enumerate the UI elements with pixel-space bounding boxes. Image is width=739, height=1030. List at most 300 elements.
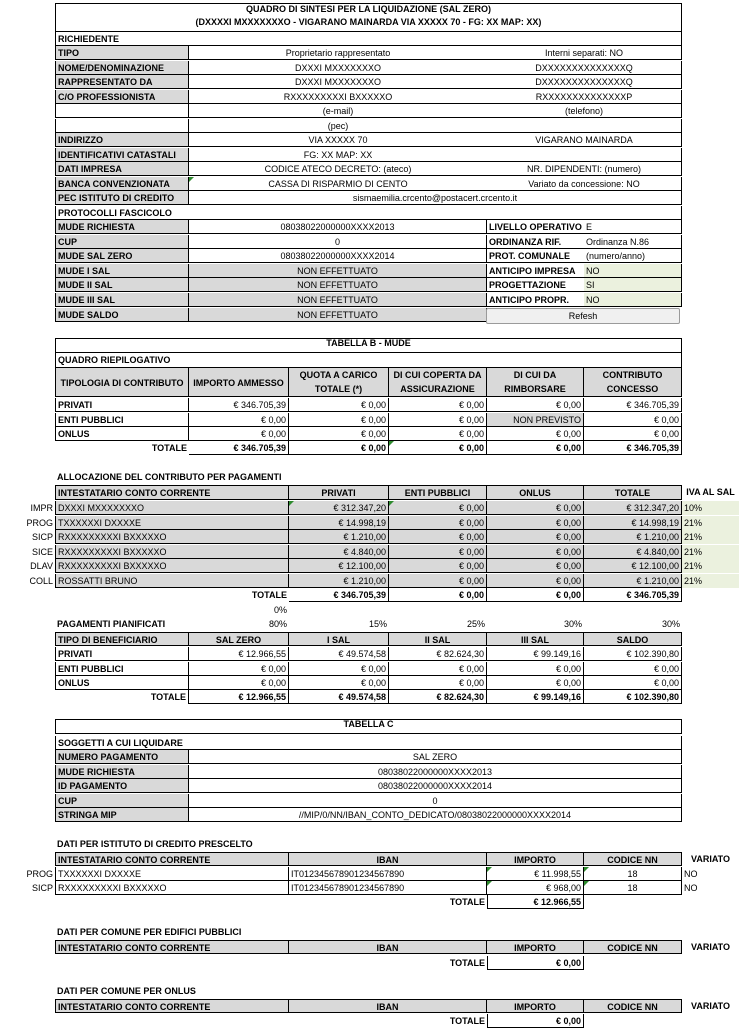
comment-marker-icon: [289, 501, 294, 506]
comune_onlus-total-row: [0, 1014, 739, 1028]
pagamenti-value[interactable]: € 0,00: [584, 662, 682, 676]
pagamenti-total-value: € 102.390,80: [584, 690, 682, 704]
beneficiary-name[interactable]: RXXXXXXXXXI BXXXXXO: [55, 545, 189, 559]
istituto-header: VARIATO: [690, 854, 730, 864]
allocazione-value[interactable]: € 1.210,00: [584, 574, 682, 588]
soggetti-value[interactable]: 08038022000000XXXX2014: [189, 779, 682, 793]
riepilogo-value[interactable]: € 0,00: [584, 427, 682, 441]
blank-cell: [189, 574, 289, 588]
beneficiary-code: PROG: [26, 869, 53, 879]
soggetti-section: [0, 736, 739, 750]
allocazione-total-row: [0, 588, 739, 602]
importo-value[interactable]: [487, 867, 584, 881]
pagamenti-value[interactable]: € 0,00: [189, 662, 289, 676]
beneficiary-code: IMPR: [30, 503, 53, 513]
beneficiary-code: DLAV: [30, 561, 53, 571]
field-label: IDENTIFICATIVI CATASTALI: [55, 148, 189, 162]
field-value[interactable]: (pec): [189, 119, 487, 133]
beneficiary-code: COLL: [29, 575, 53, 586]
riepilogo-section: [0, 353, 739, 367]
field-label: [55, 104, 189, 118]
allocazione-value[interactable]: € 0,00: [487, 516, 584, 530]
beneficiary-name[interactable]: RXXXXXXXXXI BXXXXXO: [55, 559, 189, 573]
allocazione-row: [0, 545, 739, 559]
allocazione-value[interactable]: € 4.840,00: [584, 545, 682, 559]
protocol-right-label: LIVELLO OPERATIVO: [487, 220, 584, 234]
field-value[interactable]: (e-mail): [189, 104, 487, 118]
soggetti-row: [0, 765, 739, 779]
riepilogo-value[interactable]: € 0,00: [487, 398, 584, 412]
variato-value[interactable]: NO: [684, 883, 698, 893]
allocazione-value[interactable]: € 0,00: [487, 501, 584, 515]
pagamenti-type: ONLUS: [55, 676, 189, 690]
allocazione-value[interactable]: € 0,00: [389, 516, 487, 530]
percent-value: 0%: [273, 605, 287, 615]
riepilogo-value[interactable]: € 346.705,39: [189, 398, 289, 412]
richiedente-heading: RICHIEDENTE: [55, 32, 682, 46]
allocazione-total-value: € 346.705,39: [584, 588, 682, 602]
riepilogo-row: [0, 427, 739, 441]
field-value[interactable]: DXXXI MXXXXXXXO: [189, 61, 487, 75]
pagamenti-value[interactable]: € 0,00: [189, 676, 289, 690]
pec-label: PEC ISTITUTO DI CREDITO: [55, 191, 189, 205]
riepilogo-value[interactable]: NON PREVISTO: [487, 413, 584, 427]
pagamenti-total-label: TOTALE: [55, 690, 189, 704]
protocol-right-label: ORDINANZA RIF.: [487, 235, 584, 249]
field-value[interactable]: RXXXXXXXXXI BXXXXXO: [189, 90, 487, 104]
beneficiary-name[interactable]: ROSSATTI BRUNO: [55, 574, 189, 588]
protocol-right-value[interactable]: (numero/anno): [584, 249, 682, 263]
richiedente-row: [0, 61, 739, 75]
field-label: DATI IMPRESA: [55, 162, 189, 176]
soggetti-row: [0, 794, 739, 808]
soggetti-row: [0, 750, 739, 764]
comment-marker-icon: [487, 881, 492, 886]
riepilogo-value[interactable]: € 0,00: [289, 427, 389, 441]
allocazione-value[interactable]: € 0,00: [487, 574, 584, 588]
istituto-header: IBAN: [289, 852, 487, 866]
pagamenti-value[interactable]: € 0,00: [389, 676, 487, 690]
allocazione-row: [0, 530, 739, 544]
beneficiary-name[interactable]: RXXXXXXXXXI BXXXXXO: [55, 530, 189, 544]
protocolli-heading: PROTOCOLLI FASCICOLO: [55, 206, 682, 220]
allocazione-row: [0, 516, 739, 530]
pagamenti-value[interactable]: € 0,00: [487, 662, 584, 676]
riepilogo-value[interactable]: € 346.705,39: [584, 398, 682, 412]
riepilogo-total-value: € 346.705,39: [189, 441, 289, 455]
comune_onlus-header: IMPORTO: [487, 999, 584, 1013]
protocol-right-value[interactable]: SI: [584, 278, 682, 292]
pagamenti-header: III SAL: [487, 632, 584, 646]
field-value[interactable]: Proprietario rappresentato: [189, 46, 487, 60]
protocolli-section: [0, 206, 739, 220]
pagamenti-header: SALDO: [584, 632, 682, 646]
beneficiary-code: SICP: [31, 883, 53, 893]
field-value-secondary[interactable]: [487, 148, 682, 162]
iva-value[interactable]: 21%: [682, 559, 739, 573]
allocazione-header-row: [0, 485, 739, 500]
allocazione-value[interactable]: € 0,00: [389, 574, 487, 588]
protocol-value[interactable]: NON EFFETTUATO: [189, 264, 487, 278]
allocazione-value[interactable]: € 14.998,19: [584, 516, 682, 530]
comment-marker-icon: [584, 867, 589, 872]
allocazione-value-text: € 0,00: [458, 503, 484, 513]
richiedente-row: [0, 133, 739, 147]
protocol-value[interactable]: 0: [189, 235, 487, 249]
field-value-secondary[interactable]: VIGARANO MAINARDA: [487, 133, 682, 147]
percent-value: 30%: [563, 619, 582, 629]
allocazione-value-text: € 312.347,20: [333, 503, 386, 513]
allocazione-value[interactable]: [289, 501, 389, 515]
protocol-label: CUP: [55, 235, 189, 249]
pagamenti-value[interactable]: € 0,00: [584, 676, 682, 690]
riepilogo-row: [0, 413, 739, 427]
importo-value[interactable]: [487, 881, 584, 895]
riepilogo-total-value: € 0,00: [487, 441, 584, 455]
importo-value-text: € 968,00: [545, 883, 581, 893]
allocazione-value[interactable]: € 14.998,19: [289, 516, 389, 530]
istituto-total-row: [0, 895, 739, 909]
pagamenti-value[interactable]: € 0,00: [487, 676, 584, 690]
percent-row-a: [0, 603, 739, 617]
comune_pubblici-header: CODICE NN: [584, 940, 682, 954]
codice-nn-value[interactable]: [584, 881, 682, 895]
riepilogo-total-value: [389, 441, 487, 455]
allocazione-value[interactable]: € 0,00: [389, 559, 487, 573]
allocazione-section: [0, 470, 739, 484]
allocazione-value[interactable]: € 0,00: [487, 559, 584, 573]
comune-onlus-heading: DATI PER COMUNE PER ONLUS: [57, 986, 196, 996]
istituto-heading: DATI PER ISTITUTO DI CREDITO PRESCELTO: [57, 839, 253, 849]
iva-value[interactable]: 21%: [682, 545, 739, 559]
richiedente-row: [0, 104, 739, 118]
field-value-secondary[interactable]: RXXXXXXXXXXXXXXP: [487, 90, 682, 104]
iban-value[interactable]: IT012345678901234567890: [289, 881, 487, 895]
allocazione-value[interactable]: € 1.210,00: [584, 530, 682, 544]
comune_pubblici-total-label: TOTALE: [449, 958, 485, 968]
percent-value: 25%: [466, 619, 485, 629]
protocol-right-label: PROGETTAZIONE: [487, 278, 584, 292]
riepilogo-header-row: [0, 367, 739, 397]
istituto-header: CODICE NN: [584, 852, 682, 866]
allocazione-row: [0, 559, 739, 573]
riepilogo-value[interactable]: € 0,00: [389, 398, 487, 412]
allocazione-row: [0, 574, 739, 588]
field-label: BANCA CONVENZIONATA: [55, 177, 189, 191]
sheet-title: QUADRO DI SINTESI PER LA LIQUIDAZIONE (SAL ZERO): [245, 4, 491, 14]
comune_onlus-header-row: [0, 999, 739, 1013]
codice-nn-value[interactable]: [584, 867, 682, 881]
allocazione-total-label: TOTALE: [251, 590, 287, 600]
protocol-value[interactable]: NON EFFETTUATO: [189, 308, 487, 322]
riepilogo-value[interactable]: € 0,00: [289, 413, 389, 427]
riepilogo-value[interactable]: € 0,00: [189, 427, 289, 441]
allocazione-value[interactable]: € 0,00: [487, 530, 584, 544]
allocazione-total-value: € 346.705,39: [289, 588, 389, 602]
pagamenti-value[interactable]: € 12.966,55: [189, 647, 289, 661]
comune_pubblici-header: INTESTATARIO CONTO CORRENTE: [55, 940, 289, 954]
iva-value[interactable]: 10%: [682, 501, 739, 515]
pagamenti-value[interactable]: € 0,00: [389, 662, 487, 676]
allocazione-value[interactable]: € 312.347,20: [584, 501, 682, 515]
pec-value[interactable]: sismaemilia.crcento@postacert.crcento.it: [189, 191, 682, 205]
pagamenti-value[interactable]: € 0,00: [289, 676, 389, 690]
protocol-value[interactable]: 08038022000000XXXX2013: [189, 220, 487, 234]
codice-nn-value-text: 18: [627, 869, 638, 879]
comment-marker-icon: [389, 441, 394, 446]
protocol-right-value[interactable]: NO: [584, 264, 682, 278]
pagamenti-row: [0, 676, 739, 690]
comune-onlus-section: [0, 984, 739, 998]
riepilogo-header: QUOTA A CARICO TOTALE (*): [289, 367, 389, 397]
pagamenti-row: [0, 647, 739, 661]
allocazione-value[interactable]: € 0,00: [389, 530, 487, 544]
beneficiary-name[interactable]: RXXXXXXXXXI BXXXXXO: [55, 881, 289, 895]
riepilogo-type: ENTI PUBBLICI: [55, 413, 189, 427]
field-value-secondary[interactable]: DXXXXXXXXXXXXXXQ: [487, 75, 682, 89]
field-label: [55, 119, 189, 133]
riepilogo-total-row: [0, 441, 739, 455]
pagamenti-type: ENTI PUBBLICI: [55, 662, 189, 676]
field-value[interactable]: [189, 177, 487, 191]
allocazione-value[interactable]: € 0,00: [389, 545, 487, 559]
beneficiary-code: SICE: [31, 546, 53, 557]
field-value-secondary[interactable]: Interni separati: NO: [487, 46, 682, 60]
riepilogo-type: ONLUS: [55, 427, 189, 441]
comune_onlus-total-value: € 0,00: [487, 1014, 584, 1028]
pagamenti-total-value: € 82.624,30: [389, 690, 487, 704]
importo-value-text: € 11.998,55: [534, 869, 581, 879]
allocazione-header: ONLUS: [487, 485, 584, 500]
comune_onlus-header: CODICE NN: [584, 999, 682, 1013]
field-value[interactable]: DXXXI MXXXXXXXO: [189, 75, 487, 89]
field-value-secondary[interactable]: NR. DIPENDENTI: (numero): [487, 162, 682, 176]
blank-cell: [189, 516, 289, 530]
comune_onlus-header: INTESTATARIO CONTO CORRENTE: [55, 999, 289, 1013]
variato-value[interactable]: NO: [684, 869, 698, 879]
pagamenti-value[interactable]: € 49.574,58: [289, 647, 389, 661]
allocazione-value[interactable]: € 4.840,00: [289, 545, 389, 559]
percent-value: 15%: [368, 619, 387, 629]
riepilogo-value[interactable]: € 0,00: [584, 413, 682, 427]
soggetti-label: ID PAGAMENTO: [55, 779, 189, 793]
pagamenti-value[interactable]: € 82.624,30: [389, 647, 487, 661]
pagamenti-type: PRIVATI: [55, 647, 189, 661]
comune_pubblici-total-value: € 0,00: [487, 956, 584, 970]
allocazione-header: PRIVATI: [289, 485, 389, 500]
allocazione-value[interactable]: € 12.100,00: [289, 559, 389, 573]
field-value-secondary[interactable]: DXXXXXXXXXXXXXXQ: [487, 61, 682, 75]
richiedente-row: [0, 177, 739, 191]
richiedente-row: [0, 119, 739, 133]
allocazione-header: ENTI PUBBLICI: [389, 485, 487, 500]
comune-pubblici-section: [0, 925, 739, 939]
soggetti-value[interactable]: //MIP/0/NN/IBAN_CONTO_DEDICATO/08038022000000XXXX2014: [189, 808, 682, 822]
protocol-right-label: PROT. COMUNALE: [487, 249, 584, 263]
protocol-right-label: ANTICIPO IMPRESA: [487, 264, 584, 278]
field-value-text: CASSA DI RISPARMIO DI CENTO: [268, 178, 408, 189]
beneficiary-name[interactable]: TXXXXXXI DXXXXE: [55, 867, 289, 881]
protocol-right-value[interactable]: NO: [584, 293, 682, 307]
riepilogo-type: PRIVATI: [55, 398, 189, 412]
richiedente-row: [0, 162, 739, 176]
protocol-right-row: [0, 220, 739, 234]
blank-cell: [189, 530, 289, 544]
field-value-secondary[interactable]: Variato da concessione: NO: [487, 177, 682, 191]
riepilogo-heading: QUADRO RIEPILOGATIVO: [55, 353, 682, 367]
comment-marker-icon: [189, 177, 194, 182]
comune_onlus-total-label: TOTALE: [449, 1016, 485, 1026]
field-label: INDIRIZZO: [55, 133, 189, 147]
riepilogo-value[interactable]: € 0,00: [389, 427, 487, 441]
allocazione-header: INTESTATARIO CONTO CORRENTE: [55, 485, 289, 500]
refresh-button[interactable]: Refesh: [486, 308, 680, 324]
protocol-right-row: [0, 293, 739, 307]
riepilogo-header: TIPOLOGIA DI CONTRIBUTO: [55, 367, 189, 397]
percent-value: 30%: [661, 619, 680, 629]
comment-marker-icon: [584, 881, 589, 886]
pagamenti-header: II SAL: [389, 632, 487, 646]
allocazione-value[interactable]: € 1.210,00: [289, 530, 389, 544]
protocol-label: MUDE III SAL: [55, 293, 189, 307]
beneficiary-name[interactable]: DXXXI MXXXXXXXO: [55, 501, 189, 515]
istituto-header-row: [0, 852, 739, 866]
protocol-right-row: [0, 264, 739, 278]
riepilogo-header: DI CUI COPERTA DA ASSICURAZIONE: [389, 367, 487, 397]
soggetti-value[interactable]: SAL ZERO: [189, 750, 682, 764]
iva-value[interactable]: 21%: [682, 516, 739, 530]
comune-pubblici-heading: DATI PER COMUNE PER EDIFICI PUBBLICI: [57, 927, 242, 937]
codice-nn-value-text: 18: [627, 883, 638, 893]
comune_pubblici-header-row: [0, 940, 739, 954]
riepilogo-header: CONTRIBUTO CONCESSO: [584, 367, 682, 397]
pagamenti-header: SAL ZERO: [189, 632, 289, 646]
field-value-secondary[interactable]: (telefono): [487, 104, 682, 118]
pagamenti-total-value: € 49.574,58: [289, 690, 389, 704]
riepilogo-value[interactable]: € 0,00: [389, 413, 487, 427]
protocol-label: MUDE I SAL: [55, 264, 189, 278]
pagamenti-total-value: € 12.966,55: [189, 690, 289, 704]
pagamenti-header-row: [0, 632, 739, 646]
sheet-subtitle: (DXXXXI MXXXXXXXO - VIGARANO MAINARDA VIA XXXXX 70 - FG: XX MAP: XX): [195, 17, 542, 27]
soggetti-label: NUMERO PAGAMENTO: [55, 750, 189, 764]
pagamenti-header: I SAL: [289, 632, 389, 646]
allocazione-row: [0, 501, 739, 515]
comune_pubblici-header: IMPORTO: [487, 940, 584, 954]
pagamenti-header: TIPO DI BENEFICIARIO: [55, 632, 189, 646]
protocol-label: MUDE SAL ZERO: [55, 249, 189, 263]
comune_onlus-header: VARIATO: [690, 1001, 730, 1011]
protocol-label: MUDE RICHIESTA: [55, 220, 189, 234]
field-label: NOME/DENOMINAZIONE: [55, 61, 189, 75]
istituto-total-label: TOTALE: [449, 897, 485, 907]
protocol-value[interactable]: NON EFFETTUATO: [189, 293, 487, 307]
blank-cell: [189, 501, 289, 515]
allocazione-header: IVA AL SAL: [686, 487, 735, 497]
iban-value[interactable]: IT01234567890123456789​0: [289, 867, 487, 881]
istituto-total-value: € 12.966,55: [487, 895, 584, 909]
pagamenti-heading: PAGAMENTI PIANIFICATI: [57, 619, 166, 629]
allocazione-header: TOTALE: [584, 485, 682, 500]
comune_onlus-header: IBAN: [289, 999, 487, 1013]
field-label: RAPPRESENTATO DA: [55, 75, 189, 89]
comment-marker-icon: [487, 867, 492, 872]
pagamenti-total-row: [0, 690, 739, 704]
allocazione-value[interactable]: € 0,00: [487, 545, 584, 559]
istituto-header: INTESTATARIO CONTO CORRENTE: [55, 852, 289, 866]
pec-row: [0, 191, 739, 205]
riepilogo-value[interactable]: € 0,00: [487, 427, 584, 441]
allocazione-value[interactable]: € 1.210,00: [289, 574, 389, 588]
beneficiary-code: SICP: [31, 532, 53, 542]
blank-cell: [189, 545, 289, 559]
protocol-right-value[interactable]: Ordinanza N.86: [584, 235, 682, 249]
beneficiary-name[interactable]: TXXXXXXI DXXXXE: [55, 516, 189, 530]
soggetti-row: [0, 779, 739, 793]
riepilogo-row: [0, 398, 739, 412]
allocazione-value[interactable]: € 12.100,00: [584, 559, 682, 573]
soggetti-row: [0, 808, 739, 822]
protocol-value[interactable]: 08038022000000XXXX2014: [189, 249, 487, 263]
riepilogo-value[interactable]: € 0,00: [289, 398, 389, 412]
field-value[interactable]: FG: XX MAP: XX: [189, 148, 487, 162]
field-value-secondary[interactable]: [487, 119, 682, 133]
richiedente-row: [0, 46, 739, 60]
protocol-label: MUDE II SAL: [55, 278, 189, 292]
iva-value[interactable]: 21%: [682, 574, 739, 588]
allocazione-heading: ALLOCAZIONE DEL CONTRIBUTO PER PAGAMENTI: [57, 472, 282, 482]
soggetti-label: CUP: [55, 794, 189, 808]
comune_pubblici-header: VARIATO: [690, 942, 730, 952]
allocazione-value[interactable]: [389, 501, 487, 515]
riepilogo-value[interactable]: € 0,00: [189, 413, 289, 427]
protocol-value[interactable]: NON EFFETTUATO: [189, 278, 487, 292]
soggetti-heading: SOGGETTI A CUI LIQUIDARE: [55, 736, 682, 750]
pagamenti-row: [0, 662, 739, 676]
soggetti-value[interactable]: 0: [189, 794, 682, 808]
field-value[interactable]: CODICE ATECO DECRETO: (ateco): [189, 162, 487, 176]
richiedente-row: [0, 90, 739, 104]
field-value[interactable]: VIA XXXXX 70: [189, 133, 487, 147]
comune_pubblici-total-row: [0, 956, 739, 970]
richiedente-section: [0, 32, 739, 46]
beneficiary-code: PROG: [26, 517, 53, 528]
pagamenti-value[interactable]: € 99.149,16: [487, 647, 584, 661]
pagamenti-value[interactable]: € 102.390,80: [584, 647, 682, 661]
richiedente-row: [0, 75, 739, 89]
tabella-b-title: TABELLA B - MUDE: [326, 338, 411, 348]
istituto-row: [0, 867, 739, 881]
field-label: TIPO: [55, 46, 189, 60]
field-label: C/O PROFESSIONISTA: [55, 90, 189, 104]
riepilogo-header: IMPORTO AMMESSO: [189, 367, 289, 397]
tabella-c-title: TABELLA C: [343, 719, 394, 729]
iva-value[interactable]: 21%: [682, 530, 739, 544]
riepilogo-total-value-text: € 0,00: [458, 443, 484, 453]
riepilogo-header: DI CUI DA RIMBORSARE: [487, 367, 584, 397]
comune_pubblici-header: IBAN: [289, 940, 487, 954]
soggetti-value[interactable]: 08038022000000XXXX2013: [189, 765, 682, 779]
protocol-right-row: [0, 249, 739, 263]
protocol-right-row: [0, 235, 739, 249]
protocol-right-row: [0, 278, 739, 292]
pagamenti-value[interactable]: € 0,00: [289, 662, 389, 676]
blank-cell: [189, 559, 289, 573]
protocol-right-value[interactable]: E: [584, 220, 682, 234]
allocazione-total-value: € 0,00: [389, 588, 487, 602]
protocol-right-label: ANTICIPO PROPR.: [487, 293, 584, 307]
richiedente-row: [0, 148, 739, 162]
